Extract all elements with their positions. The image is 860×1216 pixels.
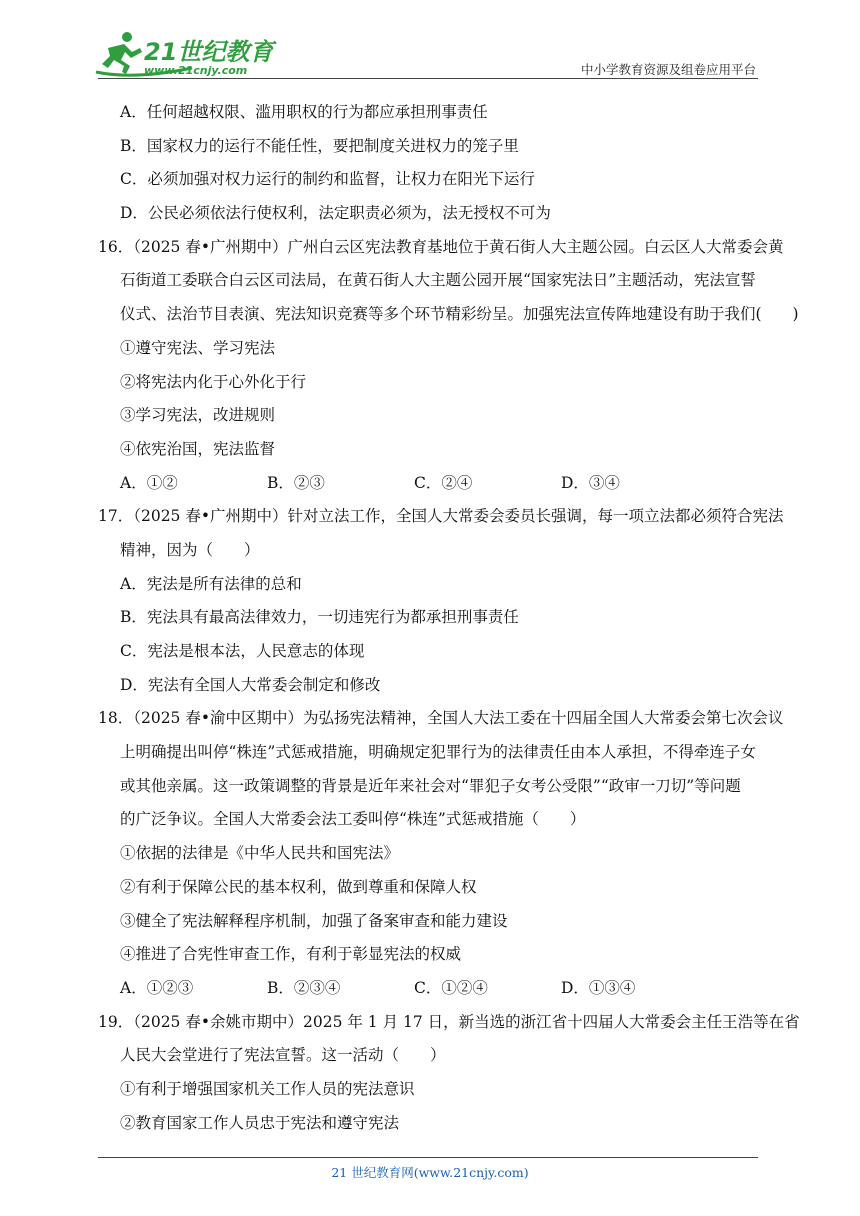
q19-stem-line1: 19．（2025 春•余姚市期中）2025 年 1 月 17 日，新当选的浙江省十四届人大常委会主任王浩等在省 [98,1012,800,1031]
q15-option-d: D．公民必须依法行使权利，法定职责必须为，法无授权不可为 [120,204,551,223]
platform-name: 中小学教育资源及组卷应用平台 [580,62,756,77]
q18-stem-line4: 的广泛争议。全国人大常委会法工委叫停“株连”式惩戒措施（ ） [120,810,586,829]
logo-url: www.21cnjy.com [144,64,248,77]
q15-option-c: C．必须加强对权力运行的制约和监督，让权力在阳光下运行 [120,170,535,189]
q15-option-b: B．国家权力的运行不能任性，要把制度关进权力的笼子里 [120,136,519,155]
q16-options [98,467,758,501]
logo [94,28,294,78]
q17-option-c: C．宪法是根本法，人民意志的体现 [120,642,365,660]
q16-statement-2: ②将宪法内化于心外化于行 [120,372,307,391]
q17-option-d: D．宪法有全国人大常委会制定和修改 [120,675,381,694]
q18-statement-4: ④推进了合宪性审查工作，有利于彰显宪法的权威 [120,945,462,964]
q16-stem-line1: 16．（2025 春•广州期中）广州白云区宪法教育基地位于黄石街人大主题公园。白云区人大常委会黄 [98,237,784,256]
q19-statement-1: ①有利于增强国家机关工作人员的宪法意识 [120,1079,415,1098]
footer-divider [98,1157,758,1158]
footer-text: 21 世纪教育网(www.21cnjy.com) [331,1165,529,1180]
q18-statement-1: ①依据的法律是《中华人民共和国宪法》 [120,844,400,863]
q16-statement-1: ①遵守宪法、学习宪法 [120,338,276,357]
q15-option-a: A．任何超越权限、滥用职权的行为都应承担刑事责任 [120,103,488,121]
q16-option-c: C．②④ [414,473,473,492]
page-header [0,0,860,82]
q18-option-a: A．①②③ [120,978,194,997]
q18-statement-3: ③健全了宪法解释程序机制，加强了备案审查和能力建设 [120,911,508,930]
q16-option-a: A．①② [120,473,178,492]
document-body [98,96,800,1140]
q16-stem-line3: 仪式、法治节目表演、宪法知识竞赛等多个环节精彩纷呈。加强宪法宣传阵地建设有助于我们( ) [120,305,799,324]
q16-statement-3: ③学习宪法，改进规则 [120,406,276,425]
q19-statement-2: ②教育国家工作人员忠于宪法和遵守宪法 [120,1113,400,1132]
q18-stem-line3: 或其他亲属。这一政策调整的背景是近年来社会对“罪犯子女考公受限”“政审一刀切”等问题 [120,776,741,795]
q18-option-b: B．②③④ [267,978,341,997]
q16-statement-4: ④依宪治国，宪法监督 [120,439,276,458]
q16-option-b: B．②③ [267,473,325,492]
header-divider [98,78,758,79]
q18-option-d: D．①③④ [561,978,636,997]
q18-statement-2: ②有利于保障公民的基本权利，做到尊重和保障人权 [120,877,477,896]
q16-option-d: D．③④ [561,473,620,492]
q18-stem-line1: 18．（2025 春•渝中区期中）为弘扬宪法精神，全国人大法工委在十四届全国人大常委会第七次会议 [98,709,784,728]
q18-stem-line2: 上明确提出叫停“株连”式惩戒措施，明确规定犯罪行为的法律责任由本人承担，不得牵连子女 [120,743,756,762]
q17-option-b: B．宪法具有最高法律效力，一切违宪行为都承担刑事责任 [120,608,519,627]
q19-stem-line2: 人民大会堂进行了宪法宣誓。这一活动（ ） [120,1046,446,1065]
q17-stem-line1: 17．（2025 春•广州期中）针对立法工作，全国人大常委会委员长强调，每一项立法都必须符合宪法 [98,507,784,526]
q17-stem-line2: 精神，因为（ ） [120,540,260,559]
q18-option-c: C．①②④ [414,978,488,997]
q16-stem-line2: 石街道工委联合白云区司法局，在黄石街人大主题公园开展“国家宪法日”主题活动，宪法宣誓 [120,271,756,290]
logo-text: 21世纪教育 [144,38,274,66]
q17-option-a: A．宪法是所有法律的总和 [120,574,302,593]
q18-options [98,972,758,1006]
